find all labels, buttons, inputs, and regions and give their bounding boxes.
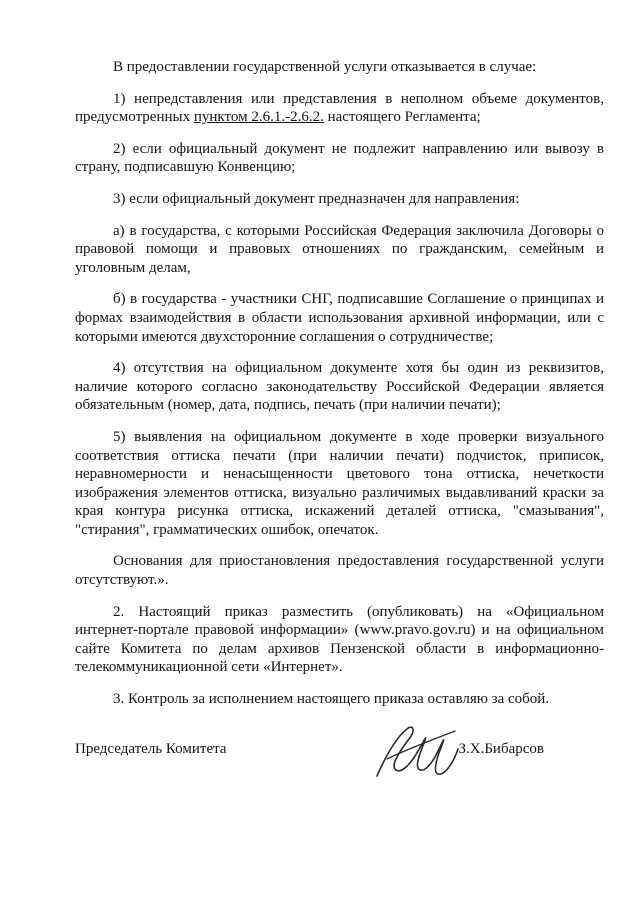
signature-group	[367, 722, 544, 778]
signer-name: З.Х.Бибарсов	[458, 741, 544, 758]
paragraph	[75, 140, 604, 177]
text-run: Основания для приостановления предоставления государственной услуги отсутствуют.».	[75, 553, 604, 589]
paragraph	[75, 552, 604, 589]
paragraph	[75, 290, 604, 346]
text-run: ) и на официальном сайте Комитета по делам архивов Пензенской области в информационно-телекоммуникационной сети «Интернет».	[75, 622, 604, 676]
paragraph	[75, 222, 604, 278]
text-run: 5) выявления на официальном документе в ходе проверки визуального соответствия оттиска печати (при наличии печати) подчисток, приписок, неравномерности и ненасыщенности цветового тона оттиска, нечеткости изображения элементов оттиска, визуально различимых выдавливаний краски за края контура рисунка оттиска, искажений деталей оттиска, "смазывания", "стирания", грамматических ошибок, опечаток.	[75, 428, 604, 538]
paragraph	[75, 58, 604, 77]
signer-title: Председатель Комитета	[75, 741, 227, 758]
text-run: 3) если официальный документ предназначен для направления:	[113, 190, 520, 207]
handwritten-signature-icon	[367, 722, 462, 784]
paragraph	[75, 359, 604, 415]
text-run: б) в государства - участники СНГ, подписавшие Соглашение о принципах и формах взаимодействия в области использования архивной информации, или с которыми имеются двухсторонние соглашения о сотрудничестве;	[75, 291, 604, 345]
paragraph	[75, 190, 604, 209]
paragraph	[75, 90, 604, 127]
document-body	[75, 58, 604, 709]
paragraph	[75, 428, 604, 540]
text-run: а) в государства, с которыми Российская Федерация заключила Договоры о правовой помощи и правовых отношениях по гражданским, семейным и уголовным делам,	[75, 222, 604, 276]
text-run: В предоставлении государственной услуги отказывается в случае:	[113, 59, 537, 75]
text-run: 3. Контроль за исполнением настоящего приказа оставляю за собой.	[113, 691, 550, 708]
url-text: www.pravo.gov.ru	[359, 622, 471, 639]
paragraph	[75, 603, 604, 677]
text-run: 1) непредставления или представления в неполном объеме документов, предусмотренных	[75, 90, 604, 126]
text-run: настоящего Регламента;	[323, 109, 481, 126]
signature-block	[75, 722, 604, 778]
clause-reference: пунктом 2.6.1.-2.6.2.	[193, 109, 324, 126]
text-run: 2) если официальный документ не подлежит направлению или вывозу в страну, подписавшую Конвенцию;	[75, 140, 604, 176]
text-run: 4) отсутствия на официальном документе хотя бы один из реквизитов, наличие которого согласно законодательству Российской Федерации является обязательным (номер, дата, подпись, печать (при наличии печати);	[75, 360, 604, 414]
text-run: 2. Настоящий приказ разместить (опубликовать) на «Официальном интернет-портале правовой информации» (	[75, 603, 604, 639]
paragraph	[75, 690, 604, 709]
